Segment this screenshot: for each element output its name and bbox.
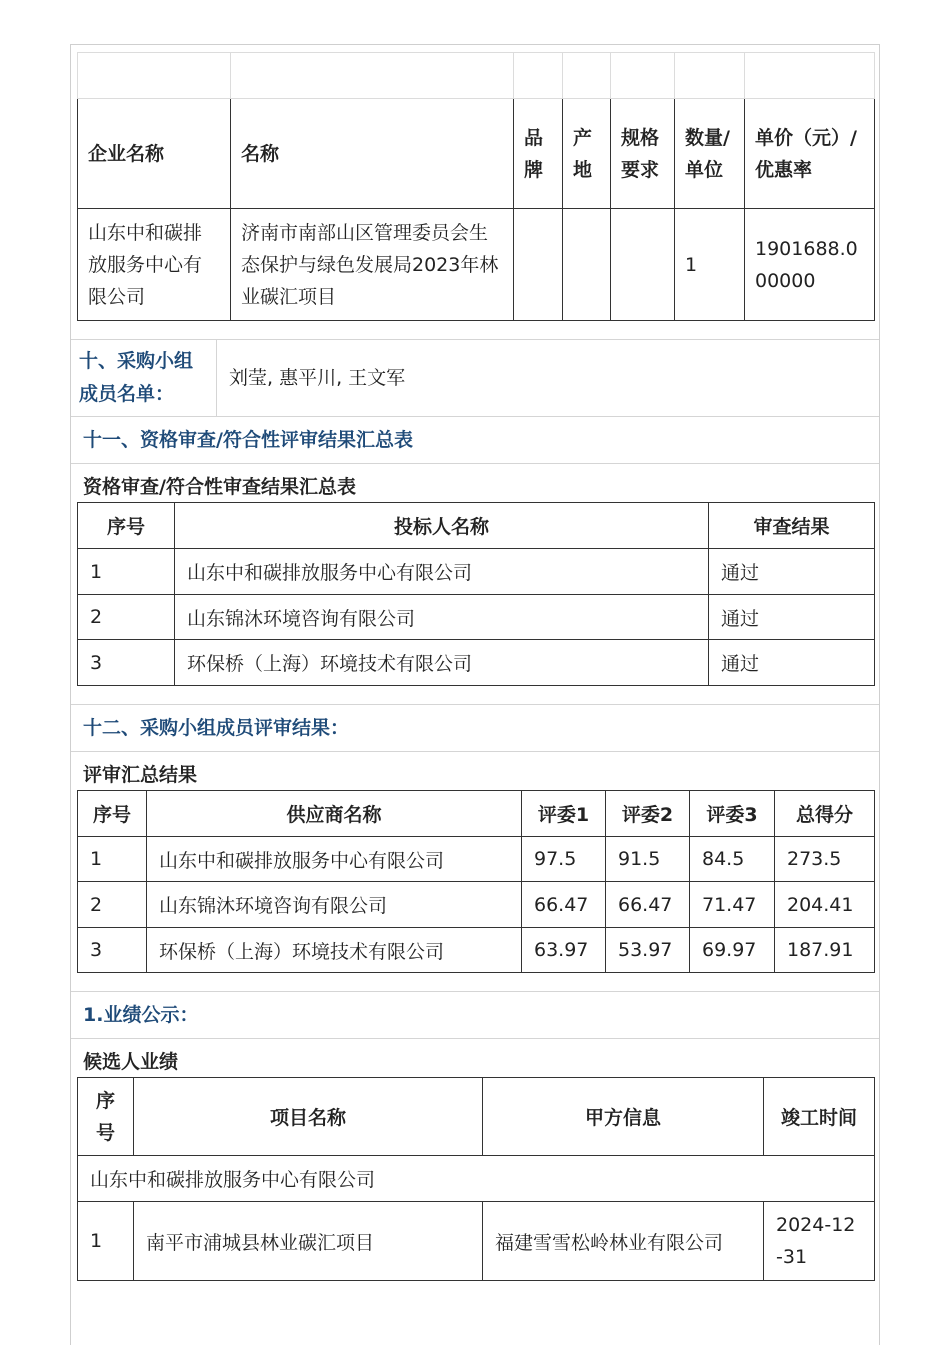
section11-title: 十一、资格审查/符合性评审结果汇总表 — [83, 429, 413, 451]
header-brand: 品牌 — [514, 99, 563, 209]
cell-company: 山东中和碳排放服务中心有限公司 — [78, 209, 231, 321]
members-label: 十、采购小组成员名单： — [71, 340, 217, 416]
performance-title: 1.业绩公示： — [83, 1004, 199, 1026]
header-origin: 产地 — [563, 99, 611, 209]
performance-header — [71, 992, 879, 1039]
performance-subtitle: 候选人业绩 — [83, 1051, 179, 1073]
header-company: 企业名称 — [78, 99, 231, 209]
table-row: 1 南平市浦城县林业碳汇项目 福建雪雪松岭林业有限公司 2024-12-31 — [78, 1202, 875, 1281]
divider — [71, 687, 879, 705]
table-row: 3 环保桥（上海）环境技术有限公司 63.97 53.97 69.97 187.91 — [78, 928, 875, 973]
header-name: 名称 — [231, 99, 514, 209]
cell-name: 济南市南部山区管理委员会生态保护与绿色发展局2023年林业碳汇项目 — [231, 209, 514, 321]
header-quantity: 数量/单位 — [675, 99, 745, 209]
empty-row — [78, 53, 875, 99]
section12-header — [71, 705, 879, 752]
header-spec: 规格要求 — [611, 99, 675, 209]
procurement-table — [77, 52, 875, 321]
table-row: 2 山东锦沐环境咨询有限公司 通过 — [78, 595, 875, 640]
section12-title: 十二、采购小组成员评审结果： — [83, 717, 350, 739]
table-row: 1 山东中和碳排放服务中心有限公司 通过 — [78, 549, 875, 595]
cell-brand — [514, 209, 563, 321]
cell-price: 1901688.000000 — [745, 209, 875, 321]
group-company: 山东中和碳排放服务中心有限公司 — [78, 1156, 875, 1202]
cell-quantity: 1 — [675, 209, 745, 321]
table-header — [78, 99, 875, 209]
table-row: 3 环保桥（上海）环境技术有限公司 通过 — [78, 640, 875, 686]
section11-header — [71, 417, 879, 464]
table-group-row — [78, 1156, 875, 1202]
evaluation-table — [77, 790, 875, 973]
members-section — [71, 339, 879, 417]
section12-subtitle: 评审汇总结果 — [83, 764, 198, 786]
table-row: 2 山东锦沐环境咨询有限公司 66.47 66.47 71.47 204.41 — [78, 882, 875, 928]
divider — [71, 973, 879, 992]
performance-table — [77, 1077, 875, 1281]
table-row: 1 山东中和碳排放服务中心有限公司 97.5 91.5 84.5 273.5 — [78, 837, 875, 882]
section11-subtitle: 资格审查/符合性审查结果汇总表 — [83, 476, 356, 498]
header-price: 单价（元）/优惠率 — [745, 99, 875, 209]
members-value: 刘莹, 惠平川, 王文军 — [229, 367, 406, 389]
qualification-table — [77, 502, 875, 686]
table-header: 序号 投标人名称 审查结果 — [78, 503, 875, 549]
table-header: 序号 项目名称 甲方信息 竣工时间 — [78, 1078, 875, 1156]
cell-spec — [611, 209, 675, 321]
table-header: 序号 供应商名称 评委1 评委2 评委3 总得分 — [78, 791, 875, 837]
table-row — [78, 209, 875, 321]
cell-origin — [563, 209, 611, 321]
